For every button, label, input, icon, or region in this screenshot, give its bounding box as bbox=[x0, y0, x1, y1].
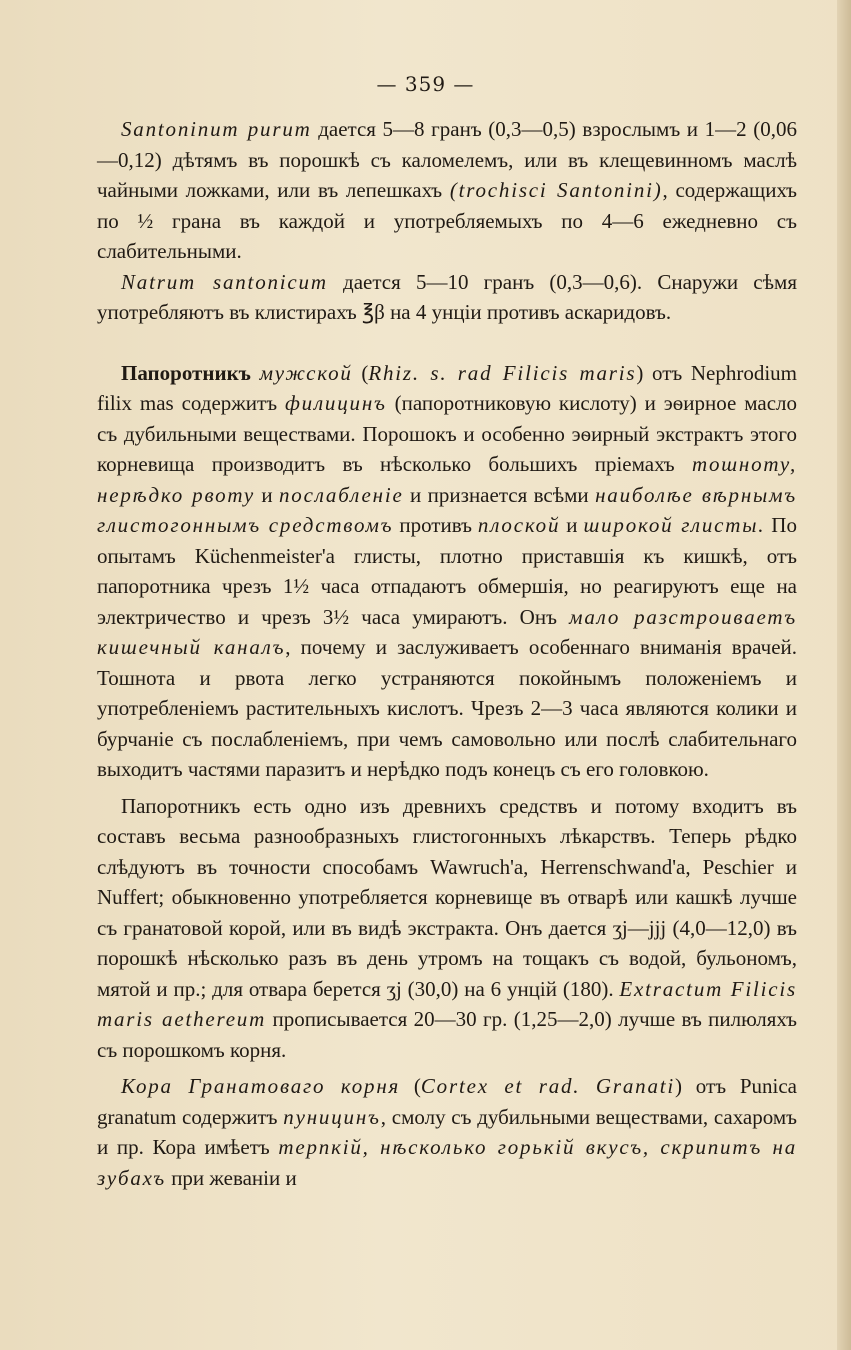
text-run: , содержащихъ по ½ грана въ каждой и употребляемыхъ по 4—6 ежедневно съ слабительными. bbox=[97, 178, 797, 263]
text-run: прописывается 20—30 гр. (1,25—2,0) лучше въ пилюляхъ съ порошкомъ корня. bbox=[97, 1007, 797, 1062]
emphasis-text: мужской bbox=[259, 360, 353, 385]
bold-term: Папоротникъ bbox=[121, 360, 251, 385]
text-run bbox=[251, 361, 260, 385]
emphasis-text: Santoninum purum bbox=[121, 117, 312, 141]
emphasis-text: Cortex et rad. Granati bbox=[420, 1074, 676, 1098]
text-run: и bbox=[560, 513, 584, 537]
text-run: Папоротникъ есть одно изъ древнихъ средствъ и потому входитъ въ составъ весьма разнообразныхъ глистогонныхъ лѣкарствъ. Теперь рѣдко слѣдуютъ въ точности способамъ Wawruch'а, Herrenschwand'а, Peschier и Nuffert; обыкновенно употребляется корневище въ отварѣ или кашкѣ лучше съ гранатовой корой, или въ видѣ экстракта. Онъ дается ʒj—jjj (4,0—12,0) въ порошкѣ нѣсколько разъ въ день утромъ на тощакъ съ водой, бульономъ, мятой и пр.; для отвара берется ʒj (30,0) на 6 унцій (180). bbox=[97, 793, 797, 1001]
text-run: дается 5—10 гранъ (0,3—0,6). Снаружи сѣмя употребляютъ въ клистирахъ ℥β на 4 унціи противъ аскаридовъ. bbox=[97, 269, 797, 324]
paragraph bbox=[97, 1071, 797, 1193]
text-run: и bbox=[254, 482, 279, 507]
emphasis-text: (trochisci Santonini) bbox=[449, 178, 663, 202]
emphasis-text: филицинъ bbox=[284, 391, 387, 415]
page-number: — 359 — bbox=[376, 72, 475, 96]
text-run: , смолу съ дубильными веществами, сахаромъ и пр. Кора имѣетъ bbox=[97, 1104, 798, 1159]
emphasis-text: Кора Гранатоваго корня bbox=[121, 1074, 401, 1098]
emphasis-text: плоской bbox=[477, 513, 561, 537]
text-run: при жеваніи и bbox=[165, 1165, 297, 1190]
paragraph bbox=[97, 791, 797, 1066]
emphasis-text: Extractum Filicis maris aethereum bbox=[97, 976, 797, 1031]
text-run: ) отъ Punica granatum содержитъ bbox=[97, 1074, 797, 1129]
text-run: и признается всѣми bbox=[403, 482, 596, 507]
paragraph bbox=[97, 267, 797, 328]
body-text bbox=[97, 114, 797, 1193]
text-run: дается 5—8 гранъ (0,3—0,5) взрослымъ и 1—2 (0,06—0,12) дѣтямъ въ порошкѣ съ каломелемъ, или въ клещевинномъ маслѣ чайными ложками, или въ лепешкахъ bbox=[97, 117, 797, 202]
text-run: , почему и заслуживаетъ особеннаго вниманія врачей. Тошнота и рвота легко устраняются покойнымъ положеніемъ и употребленіемъ растительныхъ кислотъ. Чрезъ 2—3 часа являются колики и бурчаніе съ послабленіемъ, при чемъ самовольно или послѣ слабительнаго выходитъ частями паразитъ и нерѣдко подъ конецъ съ его головкою. bbox=[97, 635, 798, 781]
emphasis-text: терпкій, нѣсколько горькій вкусъ, скрипитъ на зубахъ bbox=[97, 1135, 797, 1190]
text-run: По опытамъ Küchenmeister'а глисты, плотно приставшія къ кишкѣ, отъ папоротника чрезъ 1½ часа отпадаютъ обмершія, но реагируютъ еще на электричество и чрезъ 3½ часа умираютъ. Онъ bbox=[97, 513, 797, 629]
emphasis-text: пуницинъ bbox=[283, 1104, 381, 1129]
paragraph bbox=[97, 358, 797, 785]
emphasis-text: широкой глисты. bbox=[583, 513, 766, 537]
text-run: ) отъ Nephrodium filix mas содержитъ bbox=[97, 360, 798, 415]
emphasis-text: Natrum santonicum bbox=[121, 269, 328, 294]
emphasis-text: тошноту, нерѣдко рвоту bbox=[97, 452, 797, 507]
emphasis-text: Rhiz. s. rad Filicis maris bbox=[368, 360, 637, 385]
paragraph bbox=[97, 114, 797, 267]
emphasis-text: наиболѣе вѣрнымъ глистогоннымъ средствомъ bbox=[97, 482, 797, 537]
page-edge bbox=[837, 0, 851, 1350]
text-run: (папоротниковую кислоту) и эѳирное масло съ дубильными веществами. Порошокъ и особенно эѳирный экстрактъ этого корневища производитъ въ нѣсколько большихъ пріемахъ bbox=[97, 391, 797, 476]
emphasis-text: послабленіе bbox=[279, 482, 404, 507]
text-run: ( bbox=[352, 360, 369, 385]
text-run: противъ bbox=[393, 513, 478, 537]
emphasis-text: мало разстроиваетъ кишечный каналъ bbox=[97, 604, 797, 659]
text-run: ( bbox=[400, 1074, 421, 1098]
